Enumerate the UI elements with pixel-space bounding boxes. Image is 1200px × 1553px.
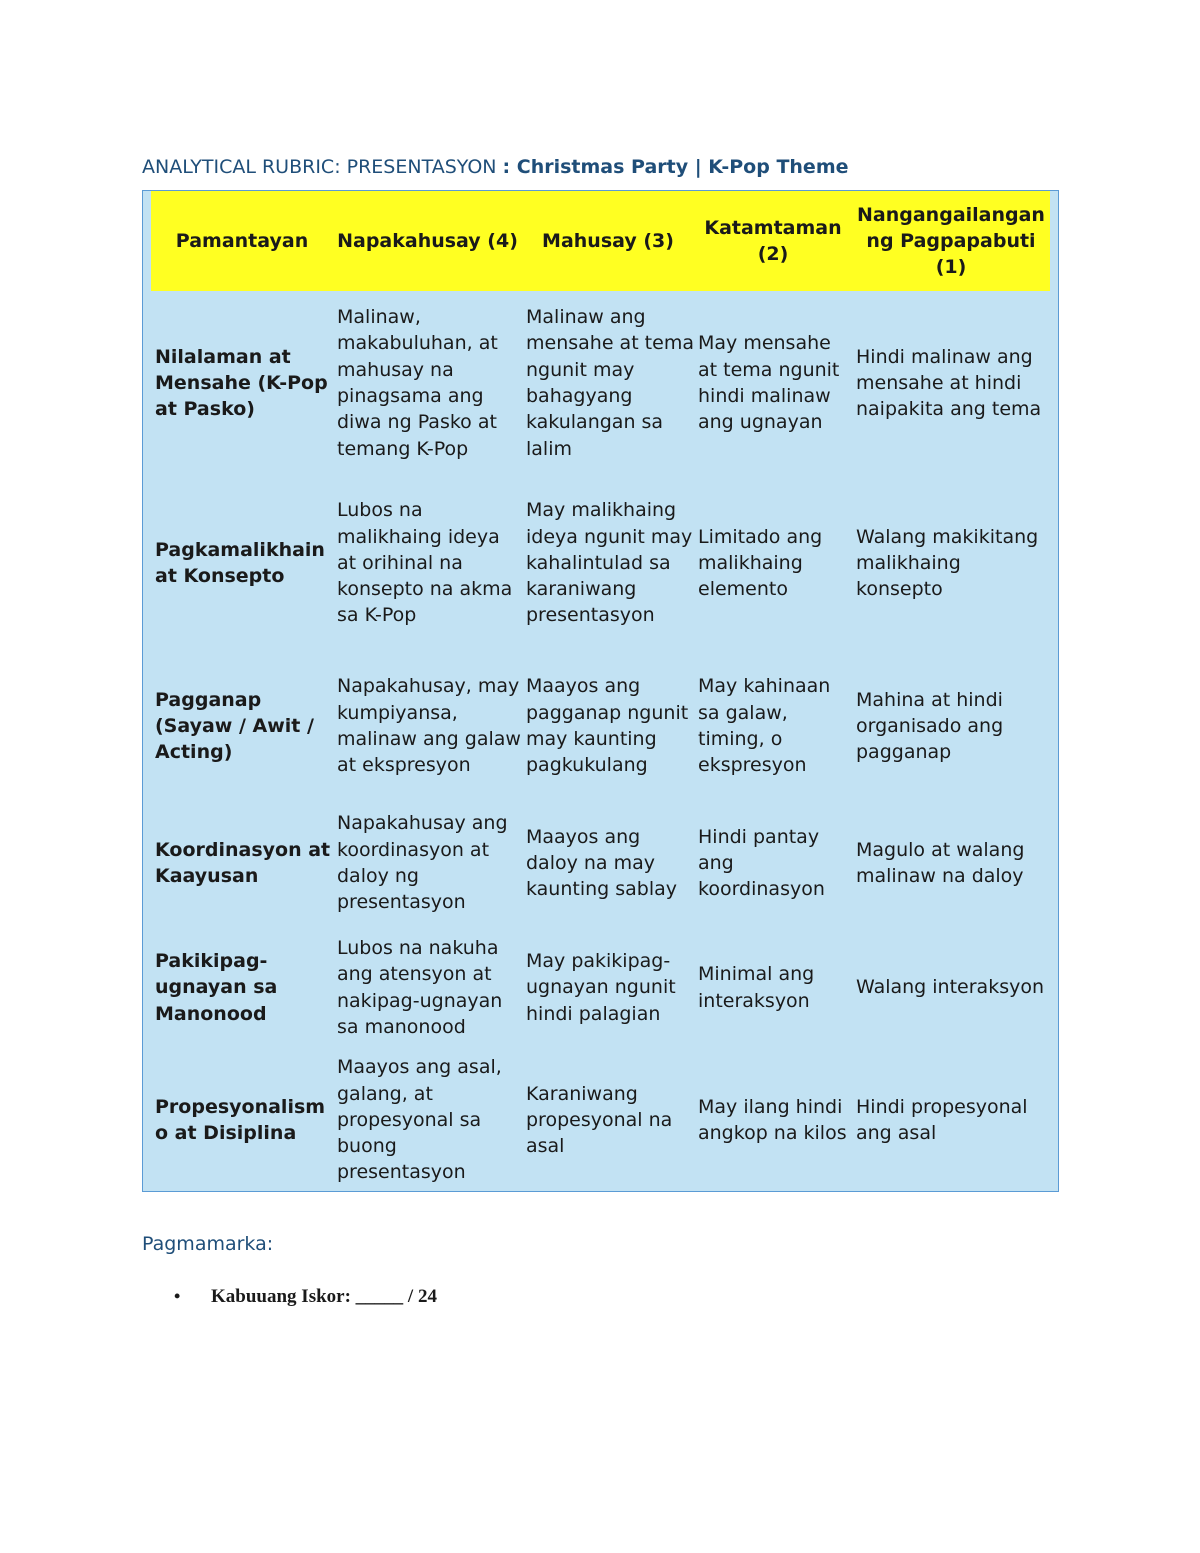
level-3-cell: Maayos ang daloy na may kaunting sablay (526, 825, 678, 901)
level-3-cell: Malinaw ang mensahe at tema ngunit may bahagyang kakulangan sa lalim (526, 306, 694, 460)
grading-heading: Pagmamarka: (142, 1233, 274, 1255)
level-2-cell: May kahinaan sa galaw, timing, o ekspresyon (698, 675, 831, 777)
criterion-cell: Pakikipag-ugnayan sa Manonood (155, 950, 278, 1025)
title-suffix: : Christmas Party | K-Pop Theme (502, 156, 849, 178)
level-1-cell: Hindi propesyonal ang asal (856, 1095, 1028, 1144)
table-row (151, 801, 1050, 925)
level-4-cell: Lubos na malikhaing ideya at orihinal na konsepto na akma sa K-Pop (337, 499, 513, 627)
title-prefix: ANALYTICAL RUBRIC: PRESENTASYON (142, 156, 503, 178)
table-row (151, 925, 1050, 1050)
level-3-cell: Karaniwang propesyonal na asal (526, 1082, 673, 1158)
total-score-label: Kabuuang Iskor: _____ / 24 (211, 1286, 437, 1307)
level-3-cell: May pakikipag-ugnayan ngunit hindi palagian (526, 950, 676, 1025)
level-4-cell: Lubos na nakuha ang atensyon at nakipag-ugnayan sa manonood (337, 936, 503, 1038)
criterion-cell: Koordinasyon at Kaayusan (155, 838, 331, 887)
level-4-cell: Malinaw, makabuluhan, at mahusay na pinagsama ang diwa ng Pasko at temang K-Pop (337, 306, 498, 460)
level-3-cell: May malikhaing ideya ngunit may kahalintulad sa karaniwang presentasyon (526, 499, 693, 627)
criterion-cell: Nilalaman at Mensahe (K-Pop at Pasko) (155, 345, 328, 421)
header-criterion: Pamantayan (151, 191, 333, 291)
level-4-cell: Maayos ang asal, galang, at propesyonal sa buong presentasyon (337, 1056, 502, 1184)
level-2-cell: Limitado ang malikhaing elemento (698, 525, 823, 601)
level-2-cell: May mensahe at tema ngunit hindi malinaw ang ugnayan (698, 332, 840, 434)
rubric-table (151, 191, 1050, 1190)
level-1-cell: Walang makikitang malikhaing konsepto (856, 525, 1039, 601)
level-4-cell: Napakahusay, may kumpiyansa, malinaw ang galaw at ekspresyon (337, 675, 521, 777)
bullet-icon: • (174, 1286, 181, 1306)
table-row (151, 475, 1050, 651)
page-title (142, 156, 849, 178)
total-score-item (174, 1286, 437, 1308)
level-1-cell: Walang interaksyon (856, 976, 1045, 999)
level-3-cell: Maayos ang pagganap ngunit may kaunting pagkukulang (526, 675, 689, 777)
level-1-cell: Mahina at hindi organisado ang pagganap (856, 688, 1004, 764)
header-level-4: Napakahusay (4) (333, 191, 522, 291)
header-level-1: Nangangailangan ng Pagpapabuti (1) (852, 191, 1050, 291)
table-row (151, 1050, 1050, 1190)
level-2-cell: Hindi pantay ang koordinasyon (698, 825, 825, 901)
header-level-2: Katamtaman (2) (694, 191, 852, 291)
level-4-cell: Napakahusay ang koordinasyon at daloy ng presentasyon (337, 812, 508, 914)
rubric-table-container (142, 190, 1059, 1192)
criterion-cell: Propesyonalismo at Disiplina (155, 1095, 326, 1144)
header-row (151, 191, 1050, 291)
criterion-cell: Pagkamalikhain at Konsepto (155, 538, 325, 587)
table-row (151, 651, 1050, 801)
header-level-3: Mahusay (3) (522, 191, 694, 291)
level-1-cell: Hindi malinaw ang mensahe at hindi naipakita ang tema (856, 345, 1042, 421)
level-2-cell: Minimal ang interaksyon (698, 963, 815, 1012)
level-2-cell: May ilang hindi angkop na kilos (698, 1095, 847, 1144)
table-row (151, 291, 1050, 475)
criterion-cell: Pagganap (Sayaw / Awit / Acting) (155, 688, 314, 764)
level-1-cell: Magulo at walang malinaw na daloy (856, 838, 1025, 887)
